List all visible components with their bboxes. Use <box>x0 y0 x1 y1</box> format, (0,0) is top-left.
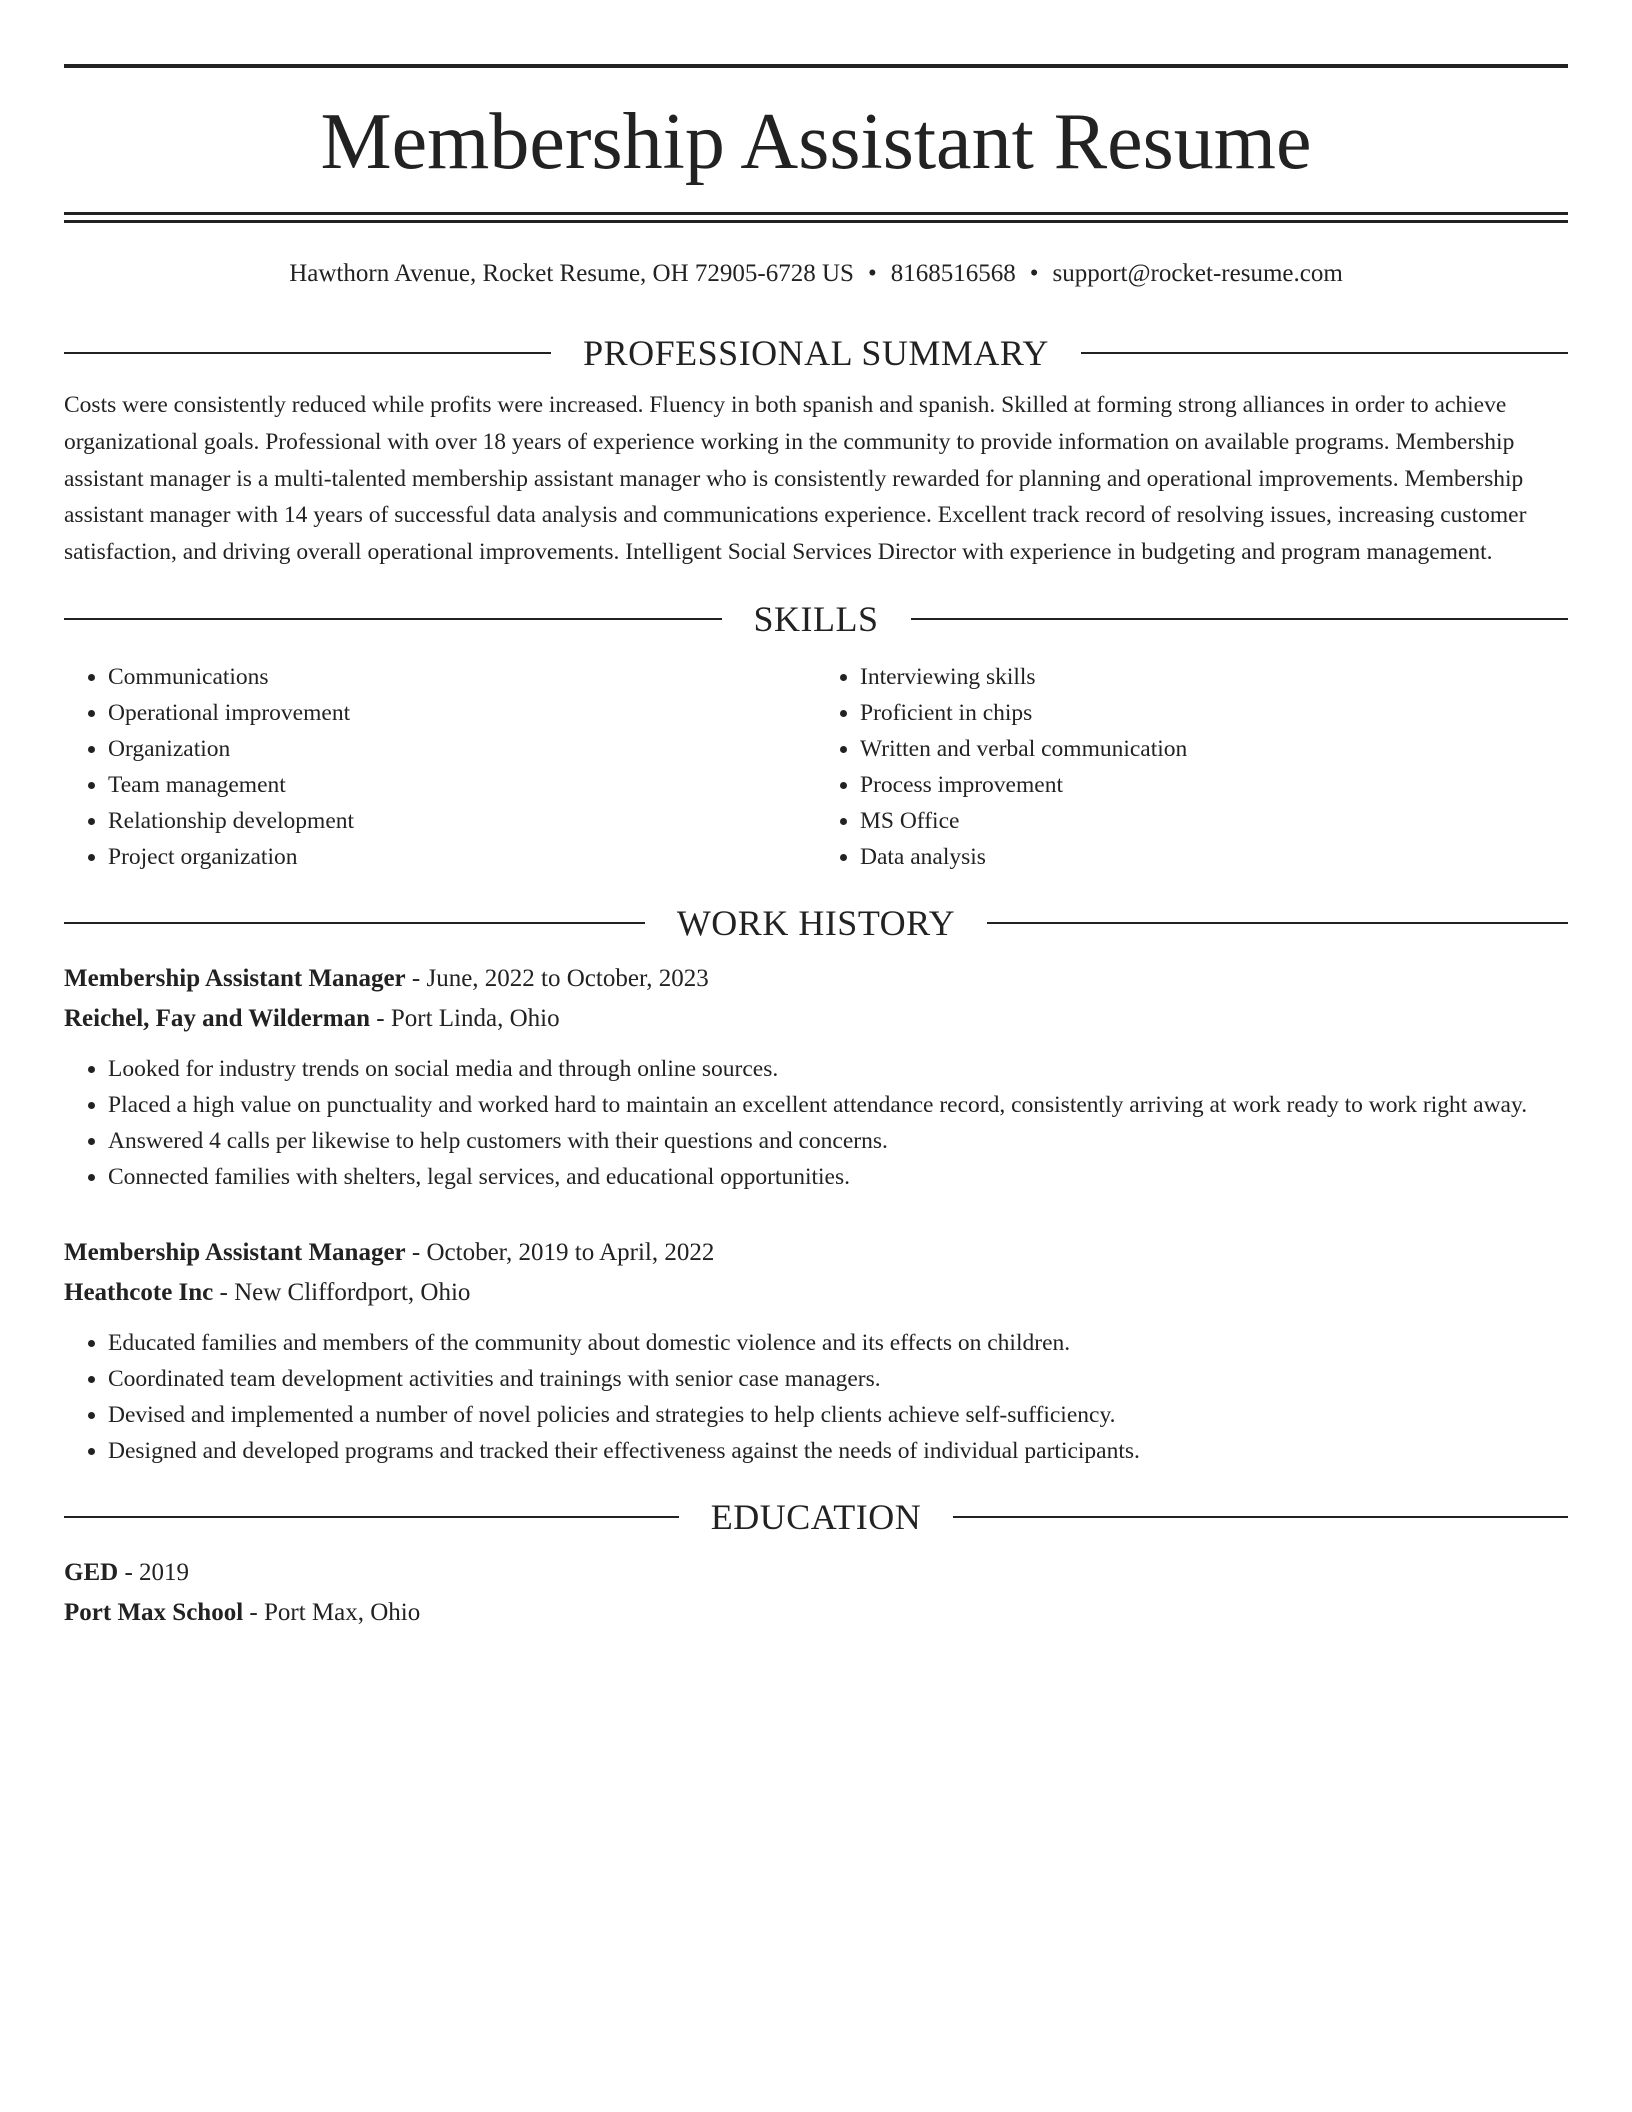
work-section-heading <box>64 903 1568 943</box>
heading-rule-right <box>953 1516 1568 1518</box>
heading-rule-right <box>1081 352 1568 354</box>
top-rule <box>64 64 1568 68</box>
resume-page <box>64 0 1568 1633</box>
job-entry <box>64 959 1568 1195</box>
job-company: Reichel, Fay and Wilderman <box>64 1004 371 1032</box>
job-company: Heathcote Inc <box>64 1278 214 1306</box>
skill-item: • Data analysis <box>860 839 1568 875</box>
skill-item: • MS Office <box>860 803 1568 839</box>
heading-rule-right <box>987 922 1568 924</box>
education-school: Port Max School <box>64 1598 244 1626</box>
education-year: - 2019 <box>118 1558 190 1586</box>
skill-item: • Interviewing skills <box>860 659 1568 695</box>
job-bullets <box>64 1051 1568 1195</box>
summary-section-heading <box>64 333 1568 373</box>
job-dates: - June, 2022 to October, 2023 <box>405 964 709 992</box>
job-bullet: • Coordinated team development activities and trainings with senior case managers. <box>108 1361 1568 1397</box>
heading-rule-left <box>64 618 722 620</box>
skill-item: • Operational improvement <box>108 695 816 731</box>
job-bullet: • Connected families with shelters, legal services, and educational opportunities. <box>108 1159 1568 1195</box>
job-entry <box>64 1233 1568 1469</box>
contact-address: Hawthorn Avenue, Rocket Resume, OH 72905-6728 US <box>289 260 854 287</box>
job-location: - Port Linda, Ohio <box>370 1004 560 1032</box>
contact-separator: • <box>867 260 877 287</box>
contact-phone: 8168516568 <box>890 260 1016 287</box>
skill-item: • Project organization <box>108 839 816 875</box>
heading-rule-left <box>64 922 645 924</box>
skills-columns <box>64 659 1568 875</box>
job-bullet: • Devised and implemented a number of novel policies and strategies to help clients achieve self-sufficiency. <box>108 1397 1568 1433</box>
summary-text: Costs were consistently reduced while profits were increased. Fluency in both spanish and spanish. Skilled at forming strong alliances in order to achieve organizational goals. Professional with over 18 years of experience working in the community to provide information on available programs. Membership assistant manager is a multi-talented membership assistant manager who is consistently rewarded for planning and operational improvements. Membership assistant manager with 14 years of successful data analysis and communications experience. Excellent track record of resolving issues, increasing customer satisfaction, and driving overall operational improvements. Intelligent Social Services Director with experience in budgeting and program management. <box>64 392 1527 566</box>
education-degree: GED <box>64 1558 119 1586</box>
job-dates: - October, 2019 to April, 2022 <box>405 1238 715 1266</box>
education-degree-line <box>64 1553 1568 1593</box>
resume-title: Membership Assistant Resume <box>320 98 1312 186</box>
summary-heading-label: PROFESSIONAL SUMMARY <box>583 333 1049 373</box>
skills-section-heading <box>64 599 1568 639</box>
job-role: Membership Assistant Manager <box>64 964 406 992</box>
job-role: Membership Assistant Manager <box>64 1238 406 1266</box>
education-location: - Port Max, Ohio <box>243 1598 421 1626</box>
job-bullet: • Designed and developed programs and tracked their effectiveness against the needs of individual participants. <box>108 1433 1568 1469</box>
skill-item: • Organization <box>108 731 816 767</box>
title-double-rule <box>64 212 1568 223</box>
skill-item: • Written and verbal communication <box>860 731 1568 767</box>
job-company-line <box>64 999 1568 1039</box>
job-bullet: • Placed a high value on punctuality and worked hard to maintain an excellent attendance record, consistently arriving at work ready to work right away. <box>108 1087 1568 1123</box>
contact-separator: • <box>1029 260 1039 287</box>
heading-rule-left <box>64 352 551 354</box>
skill-item: • Communications <box>108 659 816 695</box>
skills-list-right <box>816 659 1568 875</box>
heading-rule-left <box>64 1516 679 1518</box>
skills-list-left <box>64 659 816 875</box>
skill-item: • Relationship development <box>108 803 816 839</box>
job-bullet: • Answered 4 calls per likewise to help customers with their questions and concerns. <box>108 1123 1568 1159</box>
contact-email: support@rocket-resume.com <box>1052 260 1343 287</box>
skill-item: • Team management <box>108 767 816 803</box>
job-title-line <box>64 959 1568 999</box>
job-bullets <box>64 1325 1568 1469</box>
education-heading-label: EDUCATION <box>710 1496 922 1537</box>
education-section-heading <box>64 1497 1568 1537</box>
job-title-line <box>64 1233 1568 1273</box>
skill-item: • Proficient in chips <box>860 695 1568 731</box>
work-heading-label: WORK HISTORY <box>676 902 956 943</box>
job-location: - New Cliffordport, Ohio <box>213 1278 471 1306</box>
heading-rule-right <box>911 618 1569 620</box>
education-entry <box>64 1553 1568 1633</box>
job-bullet: • Educated families and members of the community about domestic violence and its effects on children. <box>108 1325 1568 1361</box>
job-bullet: • Looked for industry trends on social media and through online sources. <box>108 1051 1568 1087</box>
contact-line <box>64 259 1568 289</box>
education-school-line <box>64 1593 1568 1633</box>
skills-heading-label: SKILLS <box>753 598 879 639</box>
job-company-line <box>64 1273 1568 1313</box>
skill-item: • Process improvement <box>860 767 1568 803</box>
